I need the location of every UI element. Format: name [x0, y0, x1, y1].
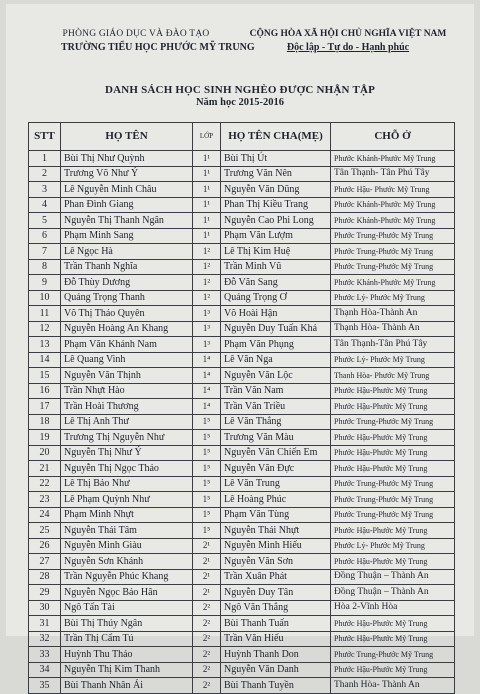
cell-stt: 16 [29, 383, 61, 399]
cell-address: Phước Khánh-Phước Mỹ Trung [331, 197, 455, 213]
cell-class: 2² [193, 600, 221, 616]
cell-parent-name: Phạm Văn Tùng [221, 507, 331, 523]
cell-student-name: Phan Đình Giang [61, 197, 193, 213]
cell-class: 1⁵ [193, 430, 221, 446]
cell-parent-name: Phan Thị Kiều Trang [221, 197, 331, 213]
cell-stt: 8 [29, 259, 61, 275]
cell-stt: 27 [29, 554, 61, 570]
cell-stt: 32 [29, 631, 61, 647]
cell-class: 2¹ [193, 538, 221, 554]
cell-address: Đồng Thuận – Thành An [331, 585, 455, 601]
cell-class: 1² [193, 275, 221, 291]
table-row [29, 228, 455, 244]
table-row [29, 321, 455, 337]
cell-parent-name: Lê Hoàng Phúc [221, 492, 331, 508]
table-row [29, 523, 455, 539]
cell-parent-name: Lê Văn Nga [221, 352, 331, 368]
cell-stt: 30 [29, 600, 61, 616]
table-row [29, 306, 455, 322]
cell-parent-name: Nguyễn Duy Tân [221, 585, 331, 601]
cell-parent-name: Trương Văn Nên [221, 166, 331, 182]
cell-address: Phước Lý- Phước Mỹ Trung [331, 290, 455, 306]
table-body [29, 151, 455, 694]
cell-student-name: Ngô Tấn Tài [61, 600, 193, 616]
table-row [29, 507, 455, 523]
cell-student-name: Nguyễn Thị Thanh Ngân [61, 213, 193, 229]
cell-class: 1⁵ [193, 492, 221, 508]
table-row [29, 461, 455, 477]
cell-stt: 21 [29, 461, 61, 477]
cell-parent-name: Bùi Thanh Tuấn [221, 616, 331, 632]
cell-stt: 14 [29, 352, 61, 368]
cell-class: 1³ [193, 337, 221, 353]
school-year: Năm học 2015-2016 [195, 97, 285, 108]
cell-class: 1¹ [193, 197, 221, 213]
cell-student-name: Huỳnh Thu Thảo [61, 647, 193, 663]
cell-student-name: Quảng Trọng Thanh [61, 290, 193, 306]
cell-parent-name: Nguyễn Cao Phi Long [221, 213, 331, 229]
cell-class: 2¹ [193, 585, 221, 601]
table-row [29, 151, 455, 167]
cell-address: Phước Trung-Phước Mỹ Trung [331, 259, 455, 275]
cell-stt: 4 [29, 197, 61, 213]
cell-address: Phước Khánh-Phước Mỹ Trung [331, 275, 455, 291]
cell-class: 1⁴ [193, 383, 221, 399]
cell-class: 1¹ [193, 213, 221, 229]
table-row [29, 445, 455, 461]
cell-stt: 35 [29, 678, 61, 694]
cell-class: 1² [193, 290, 221, 306]
cell-student-name: Lê Nguyễn Minh Châu [61, 182, 193, 198]
cell-class: 1⁵ [193, 414, 221, 430]
cell-class: 1⁵ [193, 476, 221, 492]
cell-student-name: Lê Quang Vinh [61, 352, 193, 368]
cell-parent-name: Trần Xuân Phát [221, 569, 331, 585]
cell-address: Phước Hậu-Phước Mỹ Trung [331, 430, 455, 446]
cell-student-name: Trần Nguyễn Phúc Khang [61, 569, 193, 585]
cell-parent-name: Trần Văn Nam [221, 383, 331, 399]
cell-address: Phước Hậu-Phước Mỹ Trung [331, 461, 455, 477]
cell-student-name: Nguyễn Thái Tâm [61, 523, 193, 539]
motto: Độc lập - Tự do - Hạnh phúc [286, 42, 410, 53]
table-row [29, 492, 455, 508]
cell-student-name: Trần Hoài Thương [61, 399, 193, 415]
cell-student-name: Nguyễn Hoàng An Khang [61, 321, 193, 337]
col-header-class: LỚP [193, 123, 221, 151]
table-row [29, 585, 455, 601]
cell-parent-name: Ngô Văn Thắng [221, 600, 331, 616]
cell-class: 1⁴ [193, 368, 221, 384]
cell-address: Phước Trung-Phước Mỹ Trung [331, 228, 455, 244]
cell-class: 1⁵ [193, 445, 221, 461]
student-table [28, 122, 455, 694]
cell-parent-name: Đỗ Văn Sang [221, 275, 331, 291]
cell-address: Phước Hậu-Phước Mỹ Trung [331, 662, 455, 678]
cell-parent-name: Bùi Thanh Tuyền [221, 678, 331, 694]
cell-class: 1² [193, 244, 221, 260]
cell-address: Phước Hậu-Phước Mỹ Trung [331, 383, 455, 399]
cell-address: Phước Lý- Phước Mỹ Trung [331, 352, 455, 368]
table-row [29, 368, 455, 384]
cell-class: 1⁴ [193, 399, 221, 415]
table-row [29, 399, 455, 415]
cell-student-name: Trần Thị Cẩm Tú [61, 631, 193, 647]
cell-address: Phước Hậu-Phước Mỹ Trung [331, 554, 455, 570]
cell-class: 1⁵ [193, 523, 221, 539]
cell-parent-name: Nguyễn Duy Tuấn Khả [221, 321, 331, 337]
cell-student-name: Lê Thị Bảo Như [61, 476, 193, 492]
cell-stt: 22 [29, 476, 61, 492]
table-row [29, 383, 455, 399]
cell-parent-name: Nguyễn Văn Đực [221, 461, 331, 477]
cell-stt: 13 [29, 337, 61, 353]
table-row [29, 182, 455, 198]
cell-address: Phước Hậu- Phước Mỹ Trung [331, 182, 455, 198]
cell-class: 2² [193, 647, 221, 663]
cell-student-name: Nguyễn Thị Ngọc Thảo [61, 461, 193, 477]
title-block [6, 84, 474, 108]
cell-student-name: Nguyễn Thị Như Ý [61, 445, 193, 461]
cell-address: Tân Thạnh-Tân Phú Tây [331, 337, 455, 353]
cell-student-name: Võ Thị Thảo Quyên [61, 306, 193, 322]
cell-parent-name: Trần Văn Triều [221, 399, 331, 415]
cell-stt: 9 [29, 275, 61, 291]
cell-parent-name: Nguyễn Văn Chiến Em [221, 445, 331, 461]
cell-stt: 7 [29, 244, 61, 260]
cell-student-name: Bùi Thị Thúy Ngân [61, 616, 193, 632]
cell-student-name: Lê Thị Anh Thư [61, 414, 193, 430]
table-row [29, 430, 455, 446]
table-row [29, 414, 455, 430]
table-row [29, 166, 455, 182]
table-row [29, 352, 455, 368]
cell-address: Thạnh Hòa-Thành An [331, 306, 455, 322]
cell-parent-name: Võ Hoài Hận [221, 306, 331, 322]
cell-parent-name: Nguyễn Văn Sơn [221, 554, 331, 570]
col-header-address: CHỖ Ở [331, 123, 455, 151]
cell-parent-name: Phạm Văn Phụng [221, 337, 331, 353]
cell-student-name: Nguyễn Văn Thịnh [61, 368, 193, 384]
cell-parent-name: Nguyễn Minh Hiếu [221, 538, 331, 554]
document-page [6, 4, 474, 691]
cell-class: 1¹ [193, 166, 221, 182]
cell-student-name: Trần Nhựt Hào [61, 383, 193, 399]
table-row [29, 259, 455, 275]
cell-student-name: Bùi Thanh Nhân Ái [61, 678, 193, 694]
cell-parent-name: Trần Minh Vũ [221, 259, 331, 275]
cell-class: 1³ [193, 321, 221, 337]
cell-address: Phước Trung-Phước Mỹ Trung [331, 414, 455, 430]
table-row [29, 290, 455, 306]
cell-address: Đồng Thuận – Thành An [331, 569, 455, 585]
cell-address: Phước Trung-Phước Mỹ Trung [331, 492, 455, 508]
table-row [29, 197, 455, 213]
cell-address: Thanh Hòa- Thành An [331, 678, 455, 694]
cell-parent-name: Quảng Trọng Ơ [221, 290, 331, 306]
cell-stt: 31 [29, 616, 61, 632]
cell-address: Phước Khánh-Phước Mỹ Trung [331, 151, 455, 167]
cell-class: 1² [193, 259, 221, 275]
cell-student-name: Trương Thị Nguyễn Như [61, 430, 193, 446]
cell-parent-name: Lê Thị Kim Huệ [221, 244, 331, 260]
cell-student-name: Trần Thanh Nghĩa [61, 259, 193, 275]
cell-stt: 15 [29, 368, 61, 384]
table-row [29, 647, 455, 663]
cell-parent-name: Nguyễn Văn Lộc [221, 368, 331, 384]
cell-class: 1⁵ [193, 461, 221, 477]
department-name: PHÒNG GIÁO DỤC VÀ ĐÀO TẠO [62, 29, 210, 39]
cell-stt: 5 [29, 213, 61, 229]
table-row [29, 662, 455, 678]
cell-parent-name: Nguyễn Thái Nhựt [221, 523, 331, 539]
country-name: CỘNG HÒA XÃ HỘI CHỦ NGHĨA VIỆT NAM [249, 29, 447, 39]
header-right [228, 28, 468, 54]
header-left [61, 28, 255, 54]
col-header-stt: STT [29, 123, 61, 151]
cell-parent-name: Nguyễn Văn Dũng [221, 182, 331, 198]
col-header-parent: HỌ TÊN CHA(MẸ) [221, 123, 331, 151]
cell-parent-name: Trương Văn Màu [221, 430, 331, 446]
cell-stt: 11 [29, 306, 61, 322]
cell-stt: 1 [29, 151, 61, 167]
cell-address: Tân Thạnh- Tân Phú Tây [331, 166, 455, 182]
table-header-row [29, 123, 455, 151]
cell-address: Phước Trung-Phước Mỹ Trung [331, 507, 455, 523]
table-row [29, 244, 455, 260]
cell-student-name: Lê Ngọc Hà [61, 244, 193, 260]
table-row [29, 600, 455, 616]
cell-stt: 33 [29, 647, 61, 663]
cell-parent-name: Lê Văn Thắng [221, 414, 331, 430]
cell-class: 2¹ [193, 554, 221, 570]
cell-student-name: Phạm Văn Khánh Nam [61, 337, 193, 353]
cell-address: Phước Hậu-Phước Mỹ Trung [331, 616, 455, 632]
cell-stt: 23 [29, 492, 61, 508]
cell-stt: 26 [29, 538, 61, 554]
cell-stt: 10 [29, 290, 61, 306]
cell-stt: 17 [29, 399, 61, 415]
cell-address: Hòa 2-Vĩnh Hòa [331, 600, 455, 616]
cell-class: 1¹ [193, 182, 221, 198]
col-header-name: HỌ TÊN [61, 123, 193, 151]
cell-stt: 29 [29, 585, 61, 601]
cell-address: Phước Hậu-Phước Mỹ Trung [331, 631, 455, 647]
cell-address: Thanh Hòa- Phước Mỹ Trung [331, 368, 455, 384]
cell-class: 1¹ [193, 151, 221, 167]
table-row [29, 476, 455, 492]
cell-address: Phước Khánh-Phước Mỹ Trung [331, 213, 455, 229]
cell-parent-name: Lê Văn Trung [221, 476, 331, 492]
cell-address: Phước Hậu-Phước Mỹ Trung [331, 445, 455, 461]
cell-student-name: Đỗ Thùy Dương [61, 275, 193, 291]
cell-stt: 20 [29, 445, 61, 461]
cell-address: Phước Trung-Phước Mỹ Trung [331, 244, 455, 260]
cell-student-name: Phạm Minh Nhựt [61, 507, 193, 523]
cell-student-name: Nguyễn Sơn Khánh [61, 554, 193, 570]
cell-stt: 24 [29, 507, 61, 523]
table-row [29, 337, 455, 353]
cell-stt: 19 [29, 430, 61, 446]
cell-class: 2² [193, 678, 221, 694]
cell-class: 1⁵ [193, 507, 221, 523]
cell-address: Phước Hậu-Phước Mỹ Trung [331, 399, 455, 415]
table-row [29, 538, 455, 554]
cell-student-name: Nguyễn Ngọc Bảo Hân [61, 585, 193, 601]
cell-student-name: Phạm Minh Sang [61, 228, 193, 244]
cell-address: Phước Trung-Phước Mỹ Trung [331, 647, 455, 663]
table-row [29, 554, 455, 570]
cell-stt: 2 [29, 166, 61, 182]
cell-stt: 6 [29, 228, 61, 244]
cell-student-name: Nguyễn Thị Kim Thanh [61, 662, 193, 678]
cell-class: 2² [193, 631, 221, 647]
cell-student-name: Nguyễn Minh Giàu [61, 538, 193, 554]
cell-parent-name: Bùi Thị Út [221, 151, 331, 167]
cell-stt: 18 [29, 414, 61, 430]
table-row [29, 678, 455, 694]
cell-stt: 3 [29, 182, 61, 198]
cell-address: Phước Trung-Phước Mỹ Trung [331, 476, 455, 492]
cell-address: Thạnh Hòa- Thành An [331, 321, 455, 337]
cell-student-name: Lê Phạm Quỳnh Như [61, 492, 193, 508]
cell-parent-name: Huỳnh Thanh Don [221, 647, 331, 663]
cell-address: Phước Lý- Phước Mỹ Trung [331, 538, 455, 554]
cell-student-name: Bùi Thị Như Quỳnh [61, 151, 193, 167]
table-row [29, 213, 455, 229]
cell-address: Phước Hậu-Phước Mỹ Trung [331, 523, 455, 539]
table-row [29, 616, 455, 632]
cell-class: 2¹ [193, 569, 221, 585]
cell-parent-name: Phạm Văn Lượm [221, 228, 331, 244]
cell-student-name: Trương Võ Như Ý [61, 166, 193, 182]
cell-stt: 25 [29, 523, 61, 539]
cell-class: 1¹ [193, 228, 221, 244]
cell-parent-name: Trần Văn Hiếu [221, 631, 331, 647]
cell-stt: 28 [29, 569, 61, 585]
cell-class: 2² [193, 616, 221, 632]
cell-parent-name: Nguyễn Văn Danh [221, 662, 331, 678]
table-row [29, 569, 455, 585]
cell-class: 1⁴ [193, 352, 221, 368]
document-title: DANH SÁCH HỌC SINH NGHÈO ĐƯỢC NHẬN TẬP [104, 84, 376, 96]
cell-class: 2² [193, 662, 221, 678]
school-name: TRƯỜNG TIỂU HỌC PHƯỚC MỸ TRUNG [61, 42, 255, 53]
table-row [29, 631, 455, 647]
cell-stt: 12 [29, 321, 61, 337]
cell-stt: 34 [29, 662, 61, 678]
table-row [29, 275, 455, 291]
cell-class: 1³ [193, 306, 221, 322]
